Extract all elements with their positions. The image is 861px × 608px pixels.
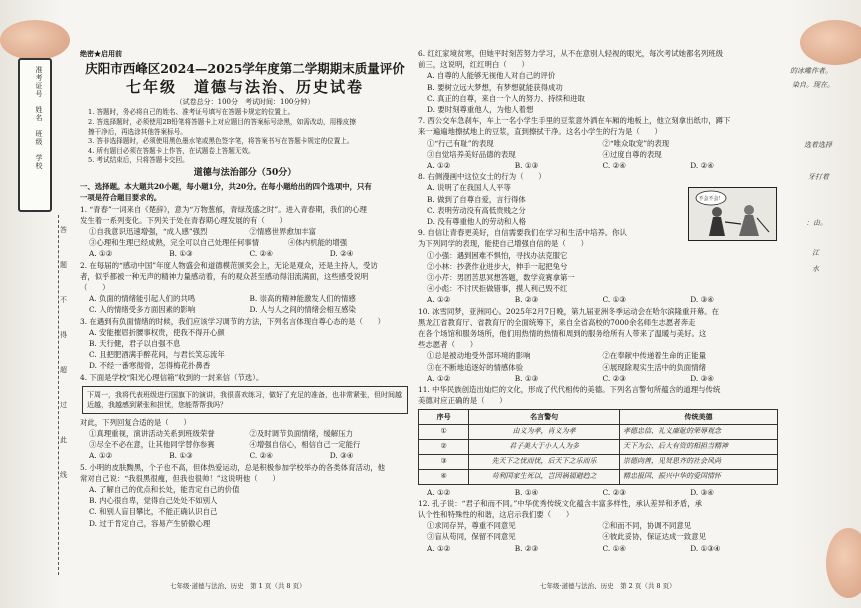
question-4	[80, 372, 410, 462]
q1-stem: 1. “青春”一词来自《楚辞》，意为“万物葱郁，青绿茂盛之时”。进入青春期，我们的心理	[80, 204, 367, 214]
table-cell: 苟利国家生死以，岂因祸福避趋之	[469, 469, 620, 484]
statement: ②及时调节负面情绪，缓解压力	[249, 429, 353, 439]
note-line: 1. 答题时，务必将自己的姓名、准考证号填写在答题卡规定的位置上。	[88, 108, 295, 117]
q11-options	[418, 487, 778, 498]
q7-options	[418, 160, 778, 171]
question-6	[418, 48, 778, 115]
option: D. ②④	[329, 249, 354, 259]
q1-stem-2: 发生着一系列变化。下列关于处在青春期心理发展的有（ ）	[80, 215, 287, 225]
binding-char: 题	[60, 261, 67, 269]
page-1	[80, 48, 410, 529]
option: B. 天行健，君子以自强不息	[89, 339, 181, 349]
note-line: 3. 答非选择题时，必须使用黑色墨水笔或黑色签字笔，将答案书写在答题卡规定的位置上。	[88, 137, 354, 146]
q5-stem-2: 常对自己说：“我很黑很瘦，但我也很帅！”这说明他（ ）	[80, 473, 280, 483]
q10-options	[418, 373, 778, 384]
option: D. ③④	[690, 487, 714, 497]
margin-note: 染自。现在。	[792, 81, 834, 89]
question-10	[418, 306, 778, 384]
option: B. ①③	[169, 249, 193, 259]
option: C. ②④	[602, 161, 626, 171]
q4-statements	[80, 428, 410, 450]
cartoon-drawing	[689, 188, 776, 240]
q10-stem-2: 黑龙江省教育厅、省教育厅的全面统筹下，来自全省高校的7000余名师生志愿者奔走	[418, 317, 696, 327]
table-row	[419, 424, 778, 439]
footer-page-1: 七年级·道德与法治、历史 第 1 页（共 8 页）	[170, 582, 306, 590]
statement: ②和而不同，协调不同意见	[602, 521, 692, 531]
option: C. 且把肥酒满手醉花间，与君长笑忘流年	[89, 350, 225, 360]
option: C. ①③	[602, 295, 626, 305]
cartoon-illustration	[688, 187, 777, 241]
statement: ②小林：抄袭作业进步大，伸手一起把兔兮	[427, 261, 568, 271]
option: C. ①④	[602, 543, 626, 553]
option: A. ①②	[427, 161, 451, 171]
note-line: 2. 答选择题时，必须使用2B铅笔将答题卡上对应题目的答案标号涂黑，如需改动，用橡皮擦	[88, 118, 356, 126]
statement: ①总是被动地受外部环境的影响	[427, 351, 531, 361]
statement: ③心理和生理已经成熟，完全可以自己处理任何事情	[89, 238, 259, 248]
right-page-edge	[789, 0, 861, 608]
table-cell: 由义为孝，肖义为孝	[469, 424, 620, 439]
option: D. ③④	[690, 295, 714, 305]
table-row	[419, 469, 778, 484]
statement: ④体内机能的增强	[288, 238, 348, 248]
option: D. 不经一番寒彻骨，怎得梅花扑鼻香	[89, 361, 211, 371]
option: C. 表明劳动没有高低贵贱之分	[427, 205, 526, 215]
q2-stem: 2. 在每届的“感动中国”年度人物盛会和道德模范颁奖会上，无论是观众，还是主持人，受访	[80, 260, 378, 270]
secret-mark: 绝密★启用前	[80, 49, 122, 58]
q2-options	[80, 293, 410, 315]
table-cell: 孝德忠信、礼义廉耻的荣辱观念	[620, 424, 778, 439]
note-line: 4. 所有题目必须在答题卡上作答，在试题卷上答题无效。	[88, 146, 255, 155]
q3-stem: 3. 在遇到有负面情绪的时候，我们应该学习调节的方法，下列名言体现自尊心态的是（ ）	[80, 316, 386, 326]
option: A. 安能摧眉折腰事权贵，使我不得开心颜	[89, 327, 225, 337]
q10-stem-3: 在各个场馆和服务场所，他们用热情的热情和周到的服务给所有人带来了温暖与美好。这	[418, 329, 707, 339]
option: B. ①③	[169, 451, 193, 461]
statement: ③自觉培养美好品德的表现	[427, 149, 516, 159]
margin-note: ：由。	[806, 219, 827, 227]
option: A. ①②	[427, 295, 451, 305]
table-row	[419, 439, 778, 454]
statement: ④增强自信心，相信自己一定能行	[249, 440, 361, 450]
option: D. ①③④	[690, 543, 721, 553]
q11-stem: 11. 中华民族创造出灿烂的文化，形成了代代相传的美德。下列名言警句所蕴含的道理与传统	[418, 385, 721, 395]
q1-statements	[80, 226, 410, 248]
statement: ①求同存异，尊重不同意见	[427, 521, 516, 531]
table-cell: 天下为公、后大有资的相担当精神	[620, 439, 778, 454]
q9-stem: 9. 自信让青春更美好，自信需要我们在学习和生活中培养。你认	[418, 228, 627, 238]
option: A. ①②	[427, 543, 451, 553]
table-cell: ③	[419, 454, 469, 469]
margin-note: 的冰雕作者。	[790, 67, 832, 75]
option: B. 内心很自卑，觉得自己处处不如别人	[89, 496, 218, 506]
note-line: 擦干净后，再选涂其他答案标号。	[88, 127, 187, 136]
q6-stem: 6. 红红家境贫寒，但她平时刻苦努力学习，从不在意别人轻视的眼光，每次考试她都名列班级	[418, 49, 724, 58]
option: D. ②④	[690, 161, 714, 171]
notes	[80, 108, 410, 166]
exam-subject: 七年级 道德与法治、历史试卷	[125, 78, 364, 97]
option: C. 真正的自尊，来自一个人的努力、持续和进取	[427, 93, 585, 103]
footer-page-2: 七年级·道德与法治、历史 第 2 页（共 8 页）	[540, 582, 676, 590]
binding-label: 准考证号 姓名 班级 学校	[35, 66, 43, 170]
q11-stem-2: 美德对应正确的是（ ）	[418, 396, 507, 406]
binding-char: 超	[60, 366, 67, 374]
statement: ①“行己有耻”的表现	[427, 138, 494, 148]
q10-statements	[418, 350, 778, 372]
margin-note: 选着选择	[804, 141, 832, 149]
binding-char: 不	[60, 296, 67, 304]
option: B. ②③	[514, 295, 539, 305]
question-12	[418, 498, 778, 554]
q12-statements	[418, 520, 778, 542]
question-11	[418, 384, 778, 498]
option: D. ③④	[329, 451, 354, 461]
table-cell: ①	[419, 424, 469, 439]
q2-stem-2: 者，似乎都被一种无声的精神力量感动着，有的观众甚至感动得泪流满面，这些感受说明	[80, 271, 369, 281]
statement: ②“唯众取宠”的表现	[602, 138, 670, 148]
option: C. ②③	[602, 373, 626, 383]
option: A. ①②	[89, 451, 113, 461]
q10-stem: 10. 冰雪同梦，亚洲同心。2025年2月7日晚，第九届亚洲冬季运动会在哈尔滨隆重开幕。在	[418, 306, 719, 316]
binding-char: 线	[60, 471, 67, 479]
statement: ①真理重视，演讲活动关系到班级荣誉	[89, 429, 215, 439]
statement: ④展现除观实生活中的负面情绪	[602, 362, 706, 372]
table-header-row	[419, 409, 778, 424]
option: B. 要树立远大梦想，有梦想就能获得成功	[427, 82, 563, 92]
option: D. 要时刻尊重他人，为他人着想	[427, 105, 534, 115]
q4-stem-2: 对此，下列回复合适的是（ ）	[80, 417, 191, 427]
q5-stem: 5. 小明的皮肤黝黑，个子也不高，但体热爱运动，总是积极参加学校举办的各类体育活动，他	[80, 462, 386, 472]
q6-stem-2: 前三，这说明，红红明白（ ）	[418, 60, 529, 70]
finger-top-right	[800, 20, 861, 65]
margin-note: 水	[812, 265, 819, 273]
exam-meta: （试卷总分：100分 考试时间：100分钟）	[175, 98, 315, 107]
note-line: 5. 考试结束后，只将答题卡交回。	[88, 156, 189, 165]
option: C. 和别人盲目攀比，不能正确认识自己	[89, 507, 218, 517]
option: D. ③④	[690, 373, 714, 383]
option: B. ①③	[514, 161, 539, 171]
q2-stem-3: （ ）	[80, 283, 110, 292]
finger-top-left	[0, 20, 70, 60]
statement: ④彼此妥协，保证达成一致意见	[602, 532, 706, 542]
statement: ②在奉献中传递着生命的正能量	[602, 351, 706, 361]
section-title: 道德与法治部分（50分）	[193, 167, 297, 178]
statement: ③在不断地追逐好的情感体验	[427, 362, 524, 372]
option: A. ①②	[89, 249, 113, 259]
statement: ④过度自尊的表现	[602, 149, 662, 159]
option: B. 做到了自尊自爱，言行得体	[427, 194, 526, 204]
table-cell: ④	[419, 469, 469, 484]
binding-char: 答	[60, 226, 67, 234]
table-header: 传统美德	[620, 409, 778, 424]
q4-stem: 4. 下面是学校“阳光心理信箱”收到的一封来信（节选）。	[80, 372, 264, 382]
option: D. 人与人之间的情绪会相互感染	[249, 305, 356, 315]
statement: ③小芹：男团苦思冥想答题，数学竞赛拿第一	[427, 273, 575, 283]
table-header: 名言警句	[469, 409, 620, 424]
question-5	[80, 462, 410, 529]
option: C. ②④	[249, 451, 273, 461]
option: A. 了解自己的优点和长处，能肯定自己的价值	[89, 485, 240, 495]
question-7	[418, 115, 778, 171]
option: D. 过于肯定自己，容易产生骄傲心理	[89, 518, 211, 528]
option: A. 说明了在我国人人平等	[427, 183, 511, 193]
binding-box	[18, 58, 52, 212]
q12-stem: 12. 孔子说：“君子和而不同。”中华优秀传统文化蕴含丰富多样性，承认差异和矛盾，承	[418, 498, 703, 508]
table-cell: 君子美大于小人人为多	[469, 439, 620, 454]
statement: ①自我意识迅速增强，“成人感”强烈	[89, 226, 208, 236]
q9-stem-2: 为下列同学的表现，能使自己增强自信的是（ ）	[418, 239, 588, 249]
section-intro-2: 一项是符合题目要求的。	[80, 193, 162, 203]
table-cell: 先天下之忧而忧，后天下之乐而乐	[469, 454, 620, 469]
option: D. 没有尊重他人的劳动和人格	[427, 217, 527, 227]
exam-title: 庆阳市西峰区2024—2025学年度第二学期期末质量评价	[85, 61, 405, 77]
margin-note: 江	[812, 249, 819, 257]
option: C. 人的情绪受多方面因素的影响	[89, 305, 196, 315]
option: B. 崇高的精神能激发人们的情感	[249, 294, 356, 304]
table-cell: ②	[419, 439, 469, 454]
option: A. ①②	[427, 373, 451, 383]
question-8	[418, 171, 683, 227]
table-header: 序号	[419, 409, 469, 424]
option: C. ②④	[249, 249, 273, 259]
q10-stem-4: 些志愿者（ ）	[418, 340, 478, 350]
option: A. ①②	[427, 487, 451, 497]
question-2	[80, 260, 410, 316]
option: A. 自尊的人能够无视他人对自己的评价	[427, 71, 556, 81]
page-2	[418, 48, 778, 554]
q8-stem: 8. 右侧漫画中这位女士的行为（ ）	[418, 172, 546, 182]
q7-stem-2: 来一遍遍地擦拭地上的豆浆，直到擦拭干净。这名小学生的行为是（ ）	[418, 127, 662, 137]
option: C. ②③	[602, 487, 626, 497]
question-3	[80, 316, 410, 372]
option: B. ①③	[514, 373, 539, 383]
section-intro: 一、选择题。本大题共20小题，每小题1分，共20分。在每小题给出的四个选项中，只有	[80, 182, 372, 192]
statement: ③尽全不必在意，让其他同学替你参赛	[89, 440, 215, 450]
margin-note: 牙打着	[808, 173, 829, 181]
q12-options	[418, 543, 778, 554]
q7-statements	[418, 138, 778, 160]
table-row	[419, 454, 778, 469]
binding-char: 此	[60, 436, 67, 444]
q7-stem: 7. 西公交车急刹车，车上一名小学生手里的豆浆意外洒在车厢的地板上，他立刻拿出纸巾，蹲下	[418, 116, 731, 126]
table-cell: 精忠报国、振兴中华的爱国情怀	[620, 469, 778, 484]
statement: ①小强：遇到困难不惧怕，寻找办法克服它	[427, 250, 568, 260]
binding-char: 过	[60, 401, 67, 409]
question-1	[80, 204, 410, 260]
option: B. ②③	[514, 543, 539, 553]
statement: ④小彪：不讨厌拒做错事，摸人利己毁不红	[427, 284, 568, 294]
binding-char: 得	[60, 331, 67, 339]
option: A. 负面的情绪能引起人们的共鸣	[89, 294, 196, 304]
letter-box: 下周一，我将代表班级进行国旗下的演讲，我很喜欢练习，做好了充足的准备，也非常紧张，但时间越近越，我越感到紧张和担忧，您能帮帮我吗？	[82, 386, 408, 414]
option: B. ①④	[514, 487, 539, 497]
table-cell: 崇德向善，见贤思齐的社会风尚	[620, 454, 778, 469]
cartoon-caption: 不会不会！	[698, 196, 724, 202]
q1-options	[80, 248, 410, 259]
statement: ③盲从苟同，保留不同意见	[427, 532, 516, 542]
q12-stem-2: 认个性和特殊性的和谐，这启示我们要（ ）	[418, 509, 574, 519]
q4-options	[80, 450, 410, 461]
virtues-table	[418, 409, 778, 485]
q9-options	[418, 294, 778, 305]
statement: ②情感世界愈加丰富	[249, 226, 317, 236]
